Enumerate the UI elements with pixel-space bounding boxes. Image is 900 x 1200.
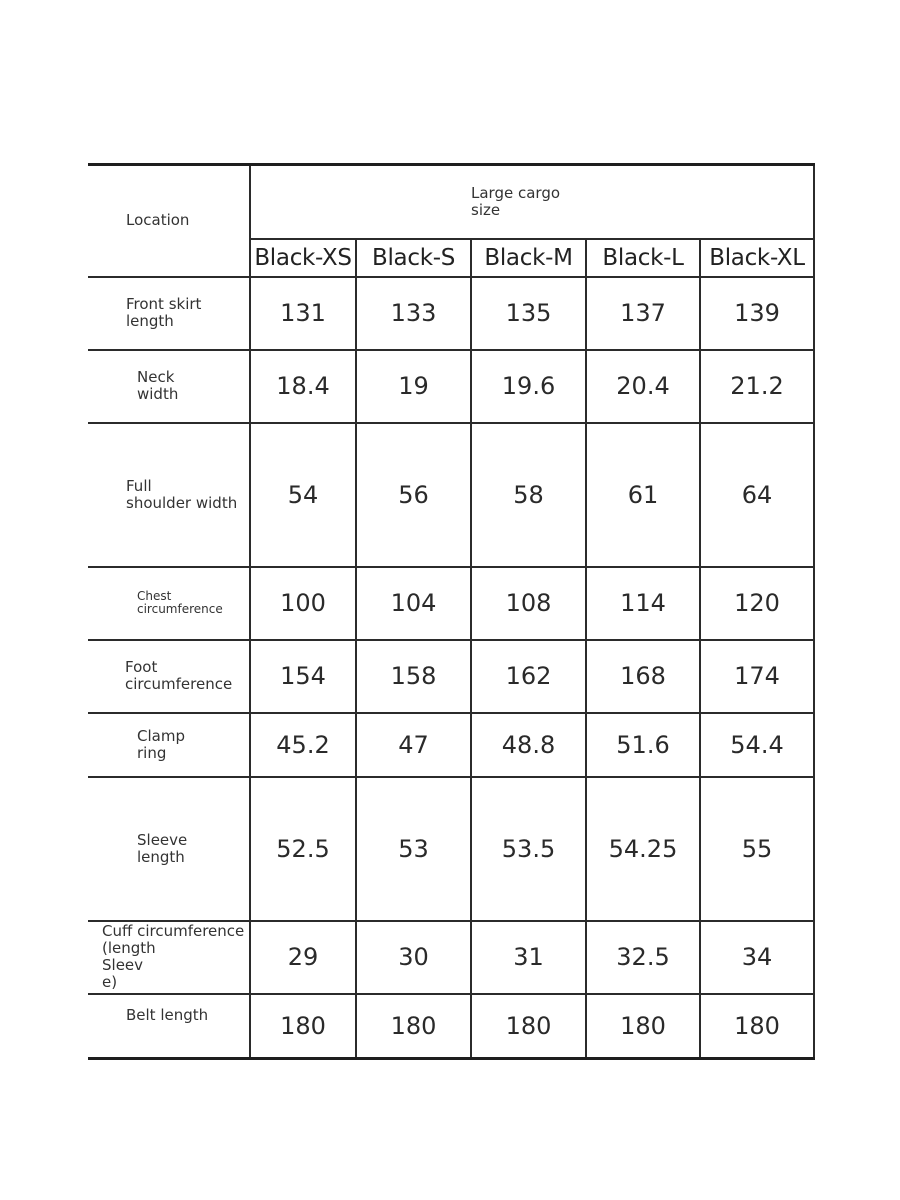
value-cell: 53 bbox=[356, 777, 471, 921]
value-cell: 168 bbox=[586, 640, 700, 713]
size-header-xs: Black-XS bbox=[250, 239, 356, 277]
value-cell: 32.5 bbox=[586, 921, 700, 994]
value-cell: 137 bbox=[586, 277, 700, 350]
value-cell: 100 bbox=[250, 567, 356, 640]
row-sleeve-length bbox=[88, 777, 814, 921]
value-cell: 133 bbox=[356, 277, 471, 350]
value-cell: 31 bbox=[471, 921, 586, 994]
row-label: Cuff circumference (length Sleev e) bbox=[88, 921, 250, 994]
value-cell: 139 bbox=[700, 277, 814, 350]
row-full-shoulder-width bbox=[88, 423, 814, 567]
size-header-m: Black-M bbox=[471, 239, 586, 277]
value-cell: 19 bbox=[356, 350, 471, 423]
value-cell: 108 bbox=[471, 567, 586, 640]
value-cell: 55 bbox=[700, 777, 814, 921]
value-cell: 56 bbox=[356, 423, 471, 567]
value-cell: 162 bbox=[471, 640, 586, 713]
header-row-group bbox=[88, 165, 814, 239]
value-cell: 58 bbox=[471, 423, 586, 567]
row-label: Belt length bbox=[88, 994, 250, 1059]
value-cell: 131 bbox=[250, 277, 356, 350]
value-cell: 45.2 bbox=[250, 713, 356, 777]
value-cell: 180 bbox=[586, 994, 700, 1059]
size-header-s: Black-S bbox=[356, 239, 471, 277]
value-cell: 21.2 bbox=[700, 350, 814, 423]
value-cell: 180 bbox=[356, 994, 471, 1059]
value-cell: 120 bbox=[700, 567, 814, 640]
value-cell: 64 bbox=[700, 423, 814, 567]
value-cell: 34 bbox=[700, 921, 814, 994]
row-label: Chest circumference bbox=[88, 567, 250, 640]
value-cell: 53.5 bbox=[471, 777, 586, 921]
value-cell: 158 bbox=[356, 640, 471, 713]
value-cell: 47 bbox=[356, 713, 471, 777]
row-clamp-ring bbox=[88, 713, 814, 777]
value-cell: 114 bbox=[586, 567, 700, 640]
value-cell: 180 bbox=[700, 994, 814, 1059]
row-label: Foot circumference bbox=[88, 640, 250, 713]
group-header: Large cargo size bbox=[250, 165, 814, 239]
size-header-xl: Black-XL bbox=[700, 239, 814, 277]
row-foot-circumference bbox=[88, 640, 814, 713]
value-cell: 135 bbox=[471, 277, 586, 350]
row-label: Clamp ring bbox=[88, 713, 250, 777]
value-cell: 54.25 bbox=[586, 777, 700, 921]
value-cell: 29 bbox=[250, 921, 356, 994]
value-cell: 18.4 bbox=[250, 350, 356, 423]
value-cell: 30 bbox=[356, 921, 471, 994]
value-cell: 52.5 bbox=[250, 777, 356, 921]
row-label: Front skirt length bbox=[88, 277, 250, 350]
value-cell: 54 bbox=[250, 423, 356, 567]
value-cell: 20.4 bbox=[586, 350, 700, 423]
row-chest-circumference bbox=[88, 567, 814, 640]
value-cell: 54.4 bbox=[700, 713, 814, 777]
row-belt-length bbox=[88, 994, 814, 1059]
row-neck-width bbox=[88, 350, 814, 423]
row-label: Sleeve length bbox=[88, 777, 250, 921]
value-cell: 19.6 bbox=[471, 350, 586, 423]
value-cell: 51.6 bbox=[586, 713, 700, 777]
value-cell: 104 bbox=[356, 567, 471, 640]
location-header: Location bbox=[88, 165, 250, 277]
row-cuff-circumference bbox=[88, 921, 814, 994]
value-cell: 174 bbox=[700, 640, 814, 713]
row-label: Neck width bbox=[88, 350, 250, 423]
row-front-skirt-length bbox=[88, 277, 814, 350]
value-cell: 61 bbox=[586, 423, 700, 567]
value-cell: 154 bbox=[250, 640, 356, 713]
value-cell: 180 bbox=[250, 994, 356, 1059]
row-label: Full shoulder width bbox=[88, 423, 250, 567]
size-header-l: Black-L bbox=[586, 239, 700, 277]
size-chart-table bbox=[88, 163, 815, 1060]
value-cell: 48.8 bbox=[471, 713, 586, 777]
value-cell: 180 bbox=[471, 994, 586, 1059]
